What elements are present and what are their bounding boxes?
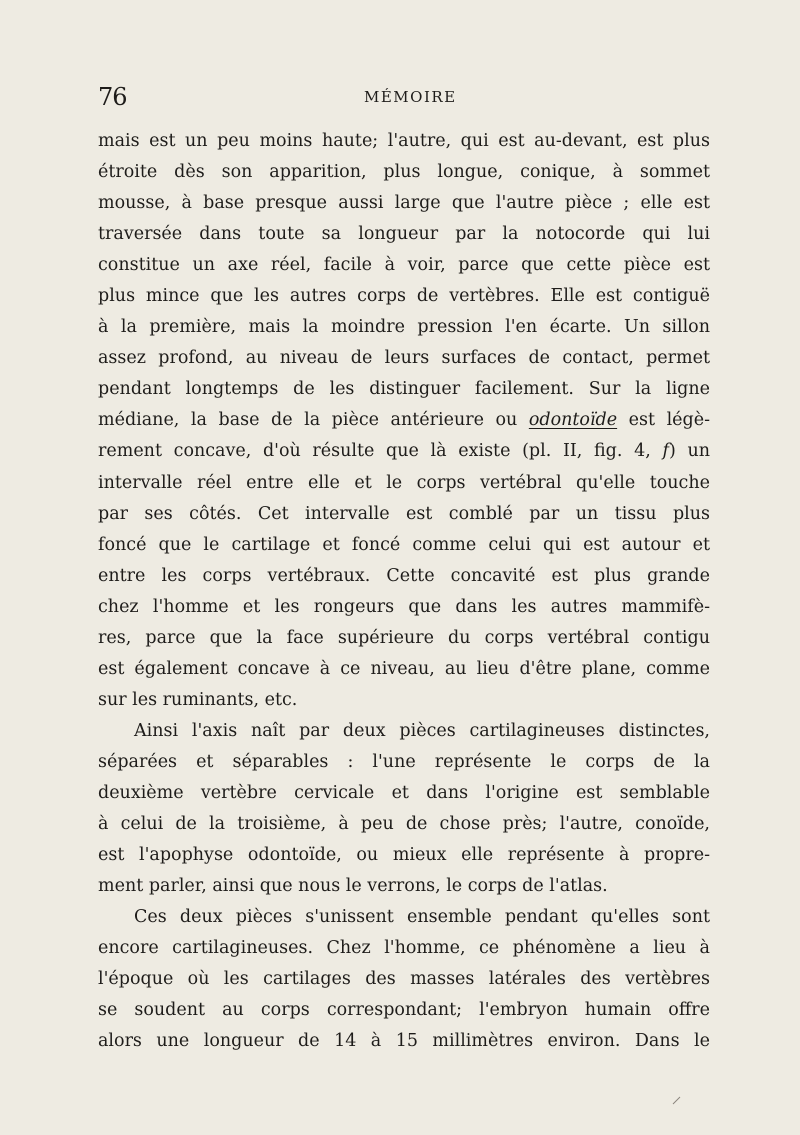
text-line: deuxième vertèbre cervicale et dans l'origine est semblable: [98, 782, 710, 803]
text-line: intervalle réel entre elle et le corps vertébral qu'elle touche: [98, 472, 710, 493]
text-line: assez profond, au niveau de leurs surfaces de contact, permet: [98, 348, 710, 369]
text-line: constitue un axe réel, facile à voir, parce que cette pièce est: [98, 255, 710, 276]
figure-letter: f: [662, 441, 669, 462]
running-head: [98, 82, 710, 112]
text-line: par ses côtés. Cet intervalle est comblé par un tissu plus: [98, 503, 710, 524]
text-line: à la première, mais la moindre pression l'en écarte. Un sillon: [98, 317, 710, 338]
text-line-paragraph-start: Ainsi l'axis naît par deux pièces cartilagineuses distinctes,: [134, 720, 710, 741]
italic-term-odontoide: odontoïde: [528, 410, 618, 431]
text-line-paragraph-start: Ces deux pièces s'unissent ensemble pendant qu'elles sont: [134, 907, 710, 928]
text-line-paragraph-end: sur les ruminants, etc.: [98, 689, 298, 710]
text-line: res, parce que la face supérieure du corps vertébral contigu: [98, 627, 710, 648]
text-segment: médiane, la base de la pièce antérieure ou: [98, 410, 529, 431]
text-segment: ) un: [668, 441, 711, 462]
text-line: plus mince que les autres corps de vertèbres. Elle est contiguë: [98, 286, 710, 307]
text-segment: rement concave, d'où résulte que là existe (pl. II, fig. 4,: [98, 441, 663, 462]
text-line: encore cartilagineuses. Chez l'homme, ce phénomène a lieu à: [98, 938, 710, 959]
text-line: séparées et séparables : l'une représente le corps de la: [98, 751, 710, 772]
running-title: MÉMOIRE: [364, 88, 457, 106]
text-line: pendant longtemps de les distinguer facilement. Sur la ligne: [98, 379, 710, 400]
body-text: [98, 126, 710, 1057]
paper-speck-mark: [672, 1095, 682, 1105]
text-line: [98, 436, 710, 467]
text-line-paragraph-end: ment parler, ainsi que nous le verrons, le corps de l'atlas.: [98, 876, 608, 897]
text-line: à celui de la troisième, à peu de chose près; l'autre, conoïde,: [98, 814, 710, 835]
text-line: mais est un peu moins haute; l'autre, qui est au-devant, est plus: [98, 131, 710, 151]
text-line: foncé que le cartilage et foncé comme celui qui est autour et: [98, 534, 710, 555]
text-line: traversée dans toute sa longueur par la notocorde qui lui: [98, 224, 710, 245]
text-line: est l'apophyse odontoïde, ou mieux elle représente à propre-: [98, 845, 710, 866]
text-line: entre les corps vertébraux. Cette concavité est plus grande: [98, 565, 710, 586]
text-line: alors une longueur de 14 à 15 millimètres environ. Dans le: [98, 1031, 710, 1052]
page-number: 76: [98, 83, 127, 111]
text-line: mousse, à base presque aussi large que l'autre pièce ; elle est: [98, 193, 710, 214]
text-line: [98, 405, 710, 436]
text-line: chez l'homme et les rongeurs que dans les autres mammifè-: [98, 596, 710, 617]
text-line: est également concave à ce niveau, au lieu d'être plane, comme: [98, 658, 710, 679]
text-line: se soudent au corps correspondant; l'embryon humain offre: [98, 1000, 710, 1021]
text-segment: est légè-: [617, 410, 711, 431]
text-line: étroite dès son apparition, plus longue, conique, à sommet: [98, 162, 710, 183]
text-line: l'époque où les cartilages des masses latérales des vertèbres: [98, 969, 710, 990]
